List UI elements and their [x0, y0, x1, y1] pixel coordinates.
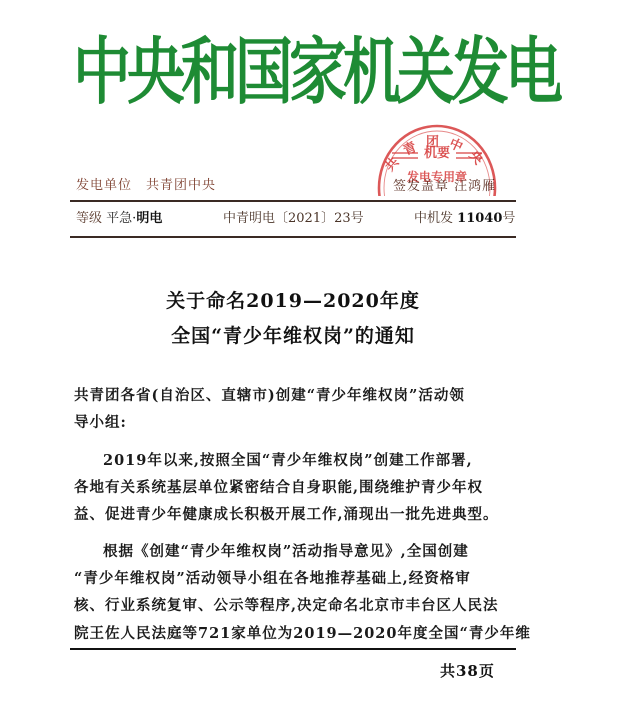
paragraph-2: [74, 538, 531, 647]
paragraph-line: 各地有关系统基层单位紧密结合自身职能,围绕维护青少年权: [74, 479, 484, 497]
sender-line: [76, 177, 216, 195]
grade-label: 等级: [76, 211, 103, 226]
footer-divider: [70, 648, 516, 650]
paragraph-line: 2019年以来,按照全国“青少年维权岗”创建工作部署,: [103, 452, 473, 469]
header-divider-bottom: [70, 236, 516, 238]
seal-purpose-text: 发电专用章: [406, 170, 468, 184]
paragraph-1: [74, 447, 526, 529]
paragraph-line: 核、行业系统复审、公示等程序,决定命名北京市丰台区人民法: [74, 597, 499, 615]
header-divider-top: [70, 200, 516, 202]
page-count: 共38页: [440, 662, 495, 680]
document-title-line-2: 全国“青少年维权岗”的通知: [171, 325, 415, 347]
serial-line: [414, 210, 515, 228]
seal-org-text: 共青团中央: [382, 135, 492, 175]
paragraph-line: 益、促进青少年健康成长积极开展工作,涌现出一批先进典型。: [74, 506, 499, 524]
paragraph-line: 根据《创建“青少年维权岗”活动指导意见》,全国创建: [103, 543, 469, 560]
serial-number: 11040: [457, 211, 503, 226]
serial-suffix: 号: [502, 211, 516, 226]
signer-line: [393, 178, 496, 196]
greeting-line: 共青团各省(自治区、直辖市)创建“青少年维权岗”活动领: [74, 387, 465, 404]
reference-number: 中青明电〔2021〕23号: [223, 211, 364, 226]
sender-value: 共青团中央: [146, 178, 217, 193]
greeting-line: 导小组:: [74, 414, 127, 432]
signer-value: 汪鸿雁: [454, 179, 497, 194]
document-title-line-1: 关于命名2019—2020年度: [166, 290, 420, 312]
grade-line: [76, 210, 162, 228]
seal-unit-text: 机要: [423, 146, 451, 161]
serial-prefix: 中机发: [414, 211, 454, 226]
grade-priority: 平急: [106, 211, 133, 226]
signer-label: 签发盖章: [393, 179, 450, 194]
paragraph-line: “青少年维权岗”活动领导小组在各地推荐基础上,经资格审: [74, 570, 471, 588]
sender-label: 发电单位: [76, 178, 133, 193]
greeting: [74, 382, 526, 436]
grade-type: 明电: [136, 211, 163, 226]
masthead-title: 中央和国家机关发电: [72, 29, 559, 115]
paragraph-line: 院王佐人民法庭等721家单位为2019—2020年度全国“青少年维: [74, 624, 531, 642]
grade-separator: ·: [132, 211, 137, 226]
